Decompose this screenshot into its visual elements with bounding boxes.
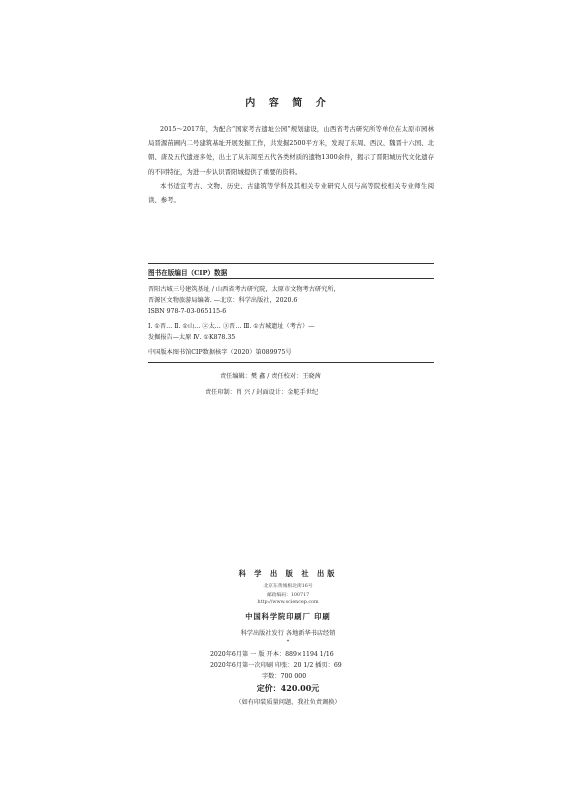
abstract-line: 城历代文化遗存的不同特征，为进一步认识晋阳城提供了重要的资料。: [148, 153, 435, 176]
abstract-line: 本书适宜考古、文物、历史、古建筑等学科及其相关专业研究人员与: [160, 181, 361, 190]
abstract-line: 2015～2017年，为配合“国家考古遗址公园”规划建设，山西省考: [160, 125, 350, 133]
cip-block: [148, 284, 434, 358]
abstract-line: 遗迹多处，出土了从东周至五代各类材质的遗物1300余件，揭示了晋阳: [186, 153, 390, 162]
cip-top-rule: [148, 263, 434, 264]
printing-line: 2020年6月第一次印刷 印张：20 1/2 插页：69: [210, 662, 342, 669]
cip-line: 晋源区文物旅游局编著. —北京：科学出版社，2020.6: [148, 297, 298, 304]
abstract-paragraph-1: [148, 122, 434, 179]
cip-line: Ⅰ. ①晋… Ⅱ. ①山… ②太… ③晋… Ⅲ. ①古城遗址（考古）—: [148, 323, 315, 330]
quality-note: （如有印装质量问题，我社负责调换）: [235, 699, 341, 706]
abstract-line: 古研究所等单位在太原市园林局晋源苗圃内二号建筑基址开展发掘工作，: [148, 125, 434, 148]
separator-star: *: [286, 639, 290, 645]
edition-line: 2020年6月第 一 版 开本：889×1194 1/16: [210, 651, 334, 658]
distributor: 科学出版社发行 各地新华书店经销: [240, 630, 336, 637]
cip-line: 中国版本图书馆CIP数据核字（2020）第089975号: [148, 349, 292, 356]
page-title: 内 容 简 介: [245, 98, 331, 109]
credits-production: 责任印制：肖 兴 / 封面设计：金舵手世纪: [205, 389, 319, 396]
abstract-line: 共发掘2500平方米，发现了东周、西汉、魏晋十六国、北朝、唐及五代: [148, 139, 435, 162]
printer-name: 中国科学院印刷厂 印刷: [245, 612, 331, 621]
publisher-address: 北京东黄城根北街16号: [263, 584, 313, 589]
price: 定价：420.00元: [256, 683, 320, 693]
abstract-paragraph-2: [148, 179, 434, 207]
cip-heading-rule: [148, 278, 434, 279]
abstract: [148, 122, 434, 207]
publisher-website: http://www.sciencep.com: [257, 600, 319, 605]
cip-bottom-rule: [148, 362, 434, 363]
cip-line: 发掘报告—太原 Ⅳ. ①K878.35: [148, 334, 236, 341]
cip-line: ISBN 978-7-03-065115-6: [148, 308, 227, 315]
cip-line: 晋阳古城三号建筑基址 / 山西省考古研究院，太原市文物考古研究所，: [148, 286, 340, 293]
publisher-name: 科 学 出 版 社 出版: [238, 569, 338, 578]
abstract-line: 高等院校相关专业师生阅读、参考。: [148, 181, 435, 205]
publisher-postcode: 邮政编码：100717: [266, 593, 310, 598]
cip-heading: 图书在版编目（CIP）数据: [148, 269, 228, 277]
credits-editor: 责任编辑：樊 鑫 / 责任校对：王晓茜: [220, 373, 321, 380]
word-count: 字数：700 000: [262, 673, 307, 680]
